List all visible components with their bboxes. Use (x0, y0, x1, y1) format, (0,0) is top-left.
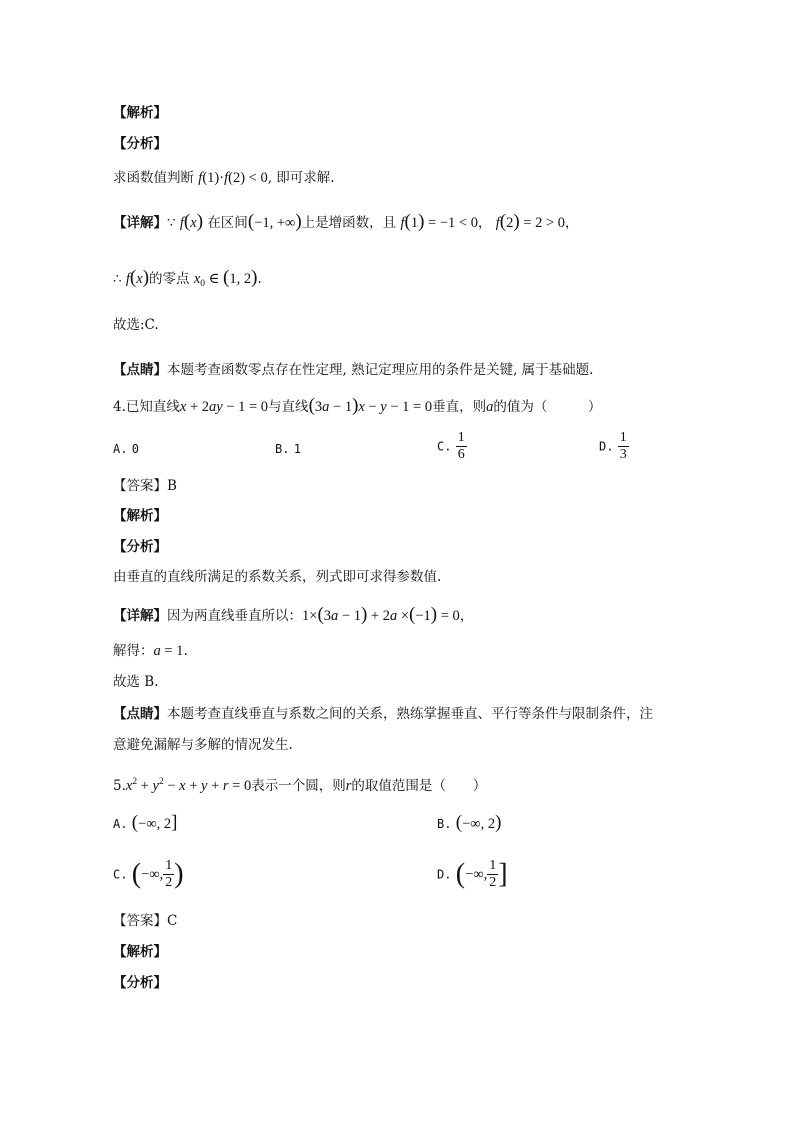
option-d (437, 858, 508, 891)
text-fragment: . (183, 643, 188, 659)
detail-tag: 【详解】 (113, 215, 167, 231)
right-paren: ) (174, 858, 184, 890)
choice-conclusion: 故选:C. (113, 317, 159, 333)
formula-zero: $x_0$ ∈ (1, 2) (193, 267, 258, 289)
fraction-denominator: 6 (457, 447, 465, 462)
line-equation-1: x + 2ay − 1 = 0 (179, 399, 269, 415)
text-fragment: 垂直，则 (432, 399, 487, 415)
text-fragment: , 即可求解. (267, 170, 335, 186)
fraction-denominator: 2 (489, 875, 497, 890)
option-interval: (−∞, 2] (131, 812, 178, 833)
fraction-denominator: 2 (165, 875, 173, 890)
circle-equation: $x^2 + y^2 - x + y + r = 0$ (125, 777, 252, 794)
comment-text: 本题考查直线垂直与系数之间的关系，熟练掌握垂直、平行等条件与限制条件，注 (167, 706, 653, 722)
analysis-subheading: 【分析】 (113, 539, 167, 555)
text-fragment: . (257, 271, 262, 287)
comment-line-continued: 意避免漏解与多解的情况发生. (113, 737, 293, 753)
answer-line: 【答案】B (113, 478, 177, 494)
comment-tag: 【点睛】 (113, 362, 167, 378)
formula-f2: f(2) = 2 > 0 (495, 211, 566, 232)
formula-fx: f(x) (179, 211, 204, 232)
option-c (437, 430, 467, 463)
detail-line-3 (113, 605, 473, 626)
option-label: D. (599, 439, 614, 454)
option-fraction (487, 858, 498, 891)
comment-line (113, 360, 593, 380)
analysis-subheading: 【分析】 (113, 136, 167, 152)
right-bracket: ] (498, 858, 508, 890)
option-label: B. (437, 817, 452, 831)
left-paren: ( (131, 858, 142, 890)
text-fragment: ， (459, 608, 474, 624)
analysis-subheading: 【分析】 (113, 975, 167, 991)
variable-a: a (486, 399, 494, 415)
choice-conclusion: 故选 B. (113, 674, 159, 690)
analysis-heading: 【解析】 (113, 105, 167, 121)
formula-interval: (−1, +∞) (247, 211, 302, 232)
option-value: 1 (293, 442, 301, 456)
option-c (113, 858, 184, 891)
interval-value: −∞, 2 (462, 816, 496, 832)
analysis-heading: 【解析】 (113, 508, 167, 524)
option-label: C. (437, 439, 452, 454)
solution-line (113, 641, 188, 661)
analysis-heading: 【解析】 (113, 944, 167, 960)
option-b (275, 439, 301, 459)
option-fraction (456, 430, 467, 463)
fraction-numerator: 1 (165, 858, 173, 873)
question-4 (113, 396, 601, 417)
formula-f1: f(1) = −1 < 0 (400, 211, 478, 232)
fraction-numerator: 1 (619, 430, 627, 445)
left-paren: ( (455, 858, 466, 890)
text-fragment: 求函数值判断 (113, 170, 194, 186)
option-b (437, 813, 501, 834)
formula-product: f(1)·f(2) < 0 (198, 170, 268, 186)
option-fraction (163, 858, 174, 891)
comment-tag: 【点睛】 (113, 706, 167, 722)
question-number: 4.已知直线 (113, 399, 180, 415)
fraction-numerator: 1 (457, 430, 465, 445)
detail-line-2 (113, 268, 262, 294)
option-label: D. (437, 867, 452, 882)
detail-line-1 (113, 212, 579, 233)
solution-formula: a = 1 (153, 643, 184, 659)
analysis-text: 由垂直的直线所满足的系数关系，列式即可求得参数值. (113, 569, 442, 585)
text-fragment: 的零点 (149, 271, 190, 287)
therefore-symbol: ∴ (113, 271, 122, 287)
text-fragment: 因为两直线垂直所以： (167, 608, 302, 624)
interval-prefix: −∞, (141, 866, 164, 883)
variable-r: r (345, 778, 352, 794)
option-a (113, 813, 177, 834)
option-label: A. (113, 442, 128, 456)
text-fragment: 上是增函数，且 (301, 215, 397, 231)
text-fragment: 在区间 (207, 215, 248, 231)
comment-text: 本题考查函数零点存在性定理, 熟记定理应用的条件是关键, 属于基础题. (167, 362, 594, 378)
option-value: 0 (131, 442, 139, 456)
fraction-numerator: 1 (489, 858, 497, 873)
line-equation-2: (3a − 1)x − y − 1 = 0 (308, 395, 433, 416)
option-d (599, 430, 629, 463)
text-fragment: 的取值范围是（ ） (351, 778, 487, 794)
because-symbol: ∵ (167, 215, 176, 231)
question-5 (113, 772, 486, 796)
analysis-text (113, 168, 335, 188)
option-interval: (−∞, 2) (455, 812, 502, 833)
option-label: C. (113, 867, 128, 882)
interval-value: −∞, 2 (138, 816, 172, 832)
detail-tag: 【详解】 (113, 608, 167, 624)
option-label: B. (275, 442, 290, 456)
text-fragment: 表示一个圆，则 (251, 778, 346, 794)
formula-fx: f(x) (125, 267, 150, 288)
perpendicular-formula: 1×(3a − 1) + 2a ×(−1) = 0 (302, 604, 460, 625)
interval-prefix: −∞, (465, 866, 488, 883)
option-fraction (618, 430, 629, 463)
option-a (113, 439, 139, 459)
comment-line (113, 704, 653, 724)
fraction-denominator: 3 (619, 447, 627, 462)
question-number: 5. (113, 778, 126, 794)
answer-line: 【答案】C (113, 913, 178, 929)
text-fragment: ， (477, 215, 492, 231)
text-fragment: 与直线 (268, 399, 309, 415)
text-fragment: ， (565, 215, 579, 231)
text-fragment: 解得： (113, 643, 154, 659)
option-label: A. (113, 817, 128, 831)
text-fragment: 的值为（ ） (493, 399, 602, 415)
